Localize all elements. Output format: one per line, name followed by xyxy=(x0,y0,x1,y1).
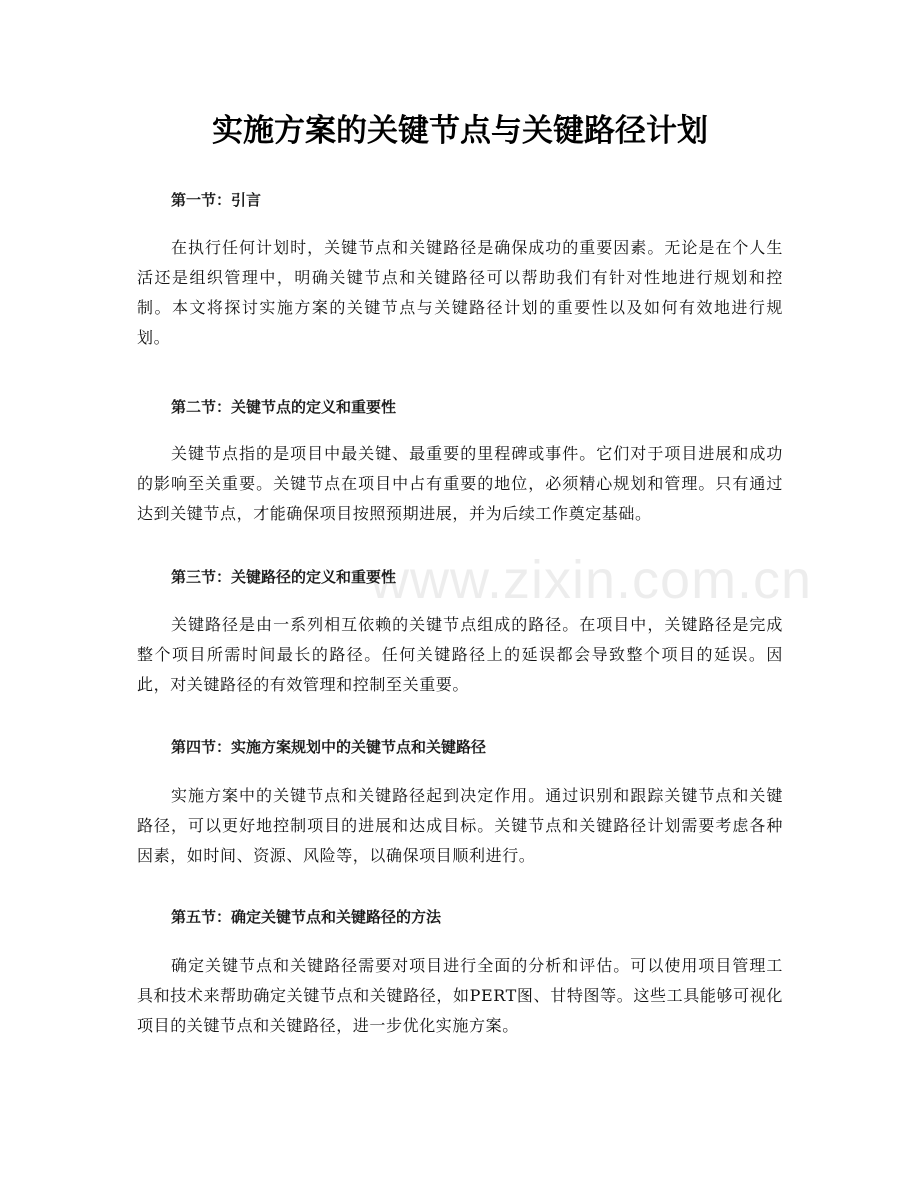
section-2-paragraph: 关键节点指的是项目中最关键、最重要的里程碑或事件。它们对于项目进展和成功的影响至关重要。关键节点在项目中占有重要的地位，必须精心规划和管理。只有通过达到关键节点，才能确保项目按照预期进展，并为后续工作奠定基础。 xyxy=(137,444,783,523)
section-3-heading: 第三节：关键路径的定义和重要性 xyxy=(171,568,397,586)
section-4-heading: 第四节：实施方案规划中的关键节点和关键路径 xyxy=(171,738,487,756)
section-5-heading: 第五节：确定关键节点和关键路径的方法 xyxy=(171,908,442,926)
section-1-paragraph: 在执行任何计划时，关键节点和关键路径是确保成功的重要因素。无论是在个人生活还是组织管理中，明确关键节点和关键路径可以帮助我们有针对性地进行规划和控制。本文将探讨实施方案的关键节点与关键路径计划的重要性以及如何有效地进行规划。 xyxy=(137,238,783,347)
document-title: 实施方案的关键节点与关键路径计划 xyxy=(212,113,708,149)
section-4-paragraph: 实施方案中的关键节点和关键路径起到决定作用。通过识别和跟踪关键节点和关键路径，可以更好地控制项目的进展和达成目标。关键节点和关键路径计划需要考虑各种因素，如时间、资源、风险等，以确保项目顺利进行。 xyxy=(137,786,783,865)
section-1-heading: 第一节：引言 xyxy=(171,191,262,209)
watermark: www.zixin.com.cn xyxy=(370,550,813,610)
section-3-paragraph: 关键路径是由一系列相互依赖的关键节点组成的路径。在项目中，关键路径是完成整个项目所需时间最长的路径。任何关键路径上的延误都会导致整个项目的延误。因此，对关键路径的有效管理和控制至关重要。 xyxy=(137,615,783,694)
section-5-paragraph: 确定关键节点和关键路径需要对项目进行全面的分析和评估。可以使用项目管理工具和技术来帮助确定关键节点和关键路径，如PERT图、甘特图等。这些工具能够可视化项目的关键节点和关键路径，进一步优化实施方案。 xyxy=(137,956,783,1035)
section-2-heading: 第二节：关键节点的定义和重要性 xyxy=(171,398,397,416)
